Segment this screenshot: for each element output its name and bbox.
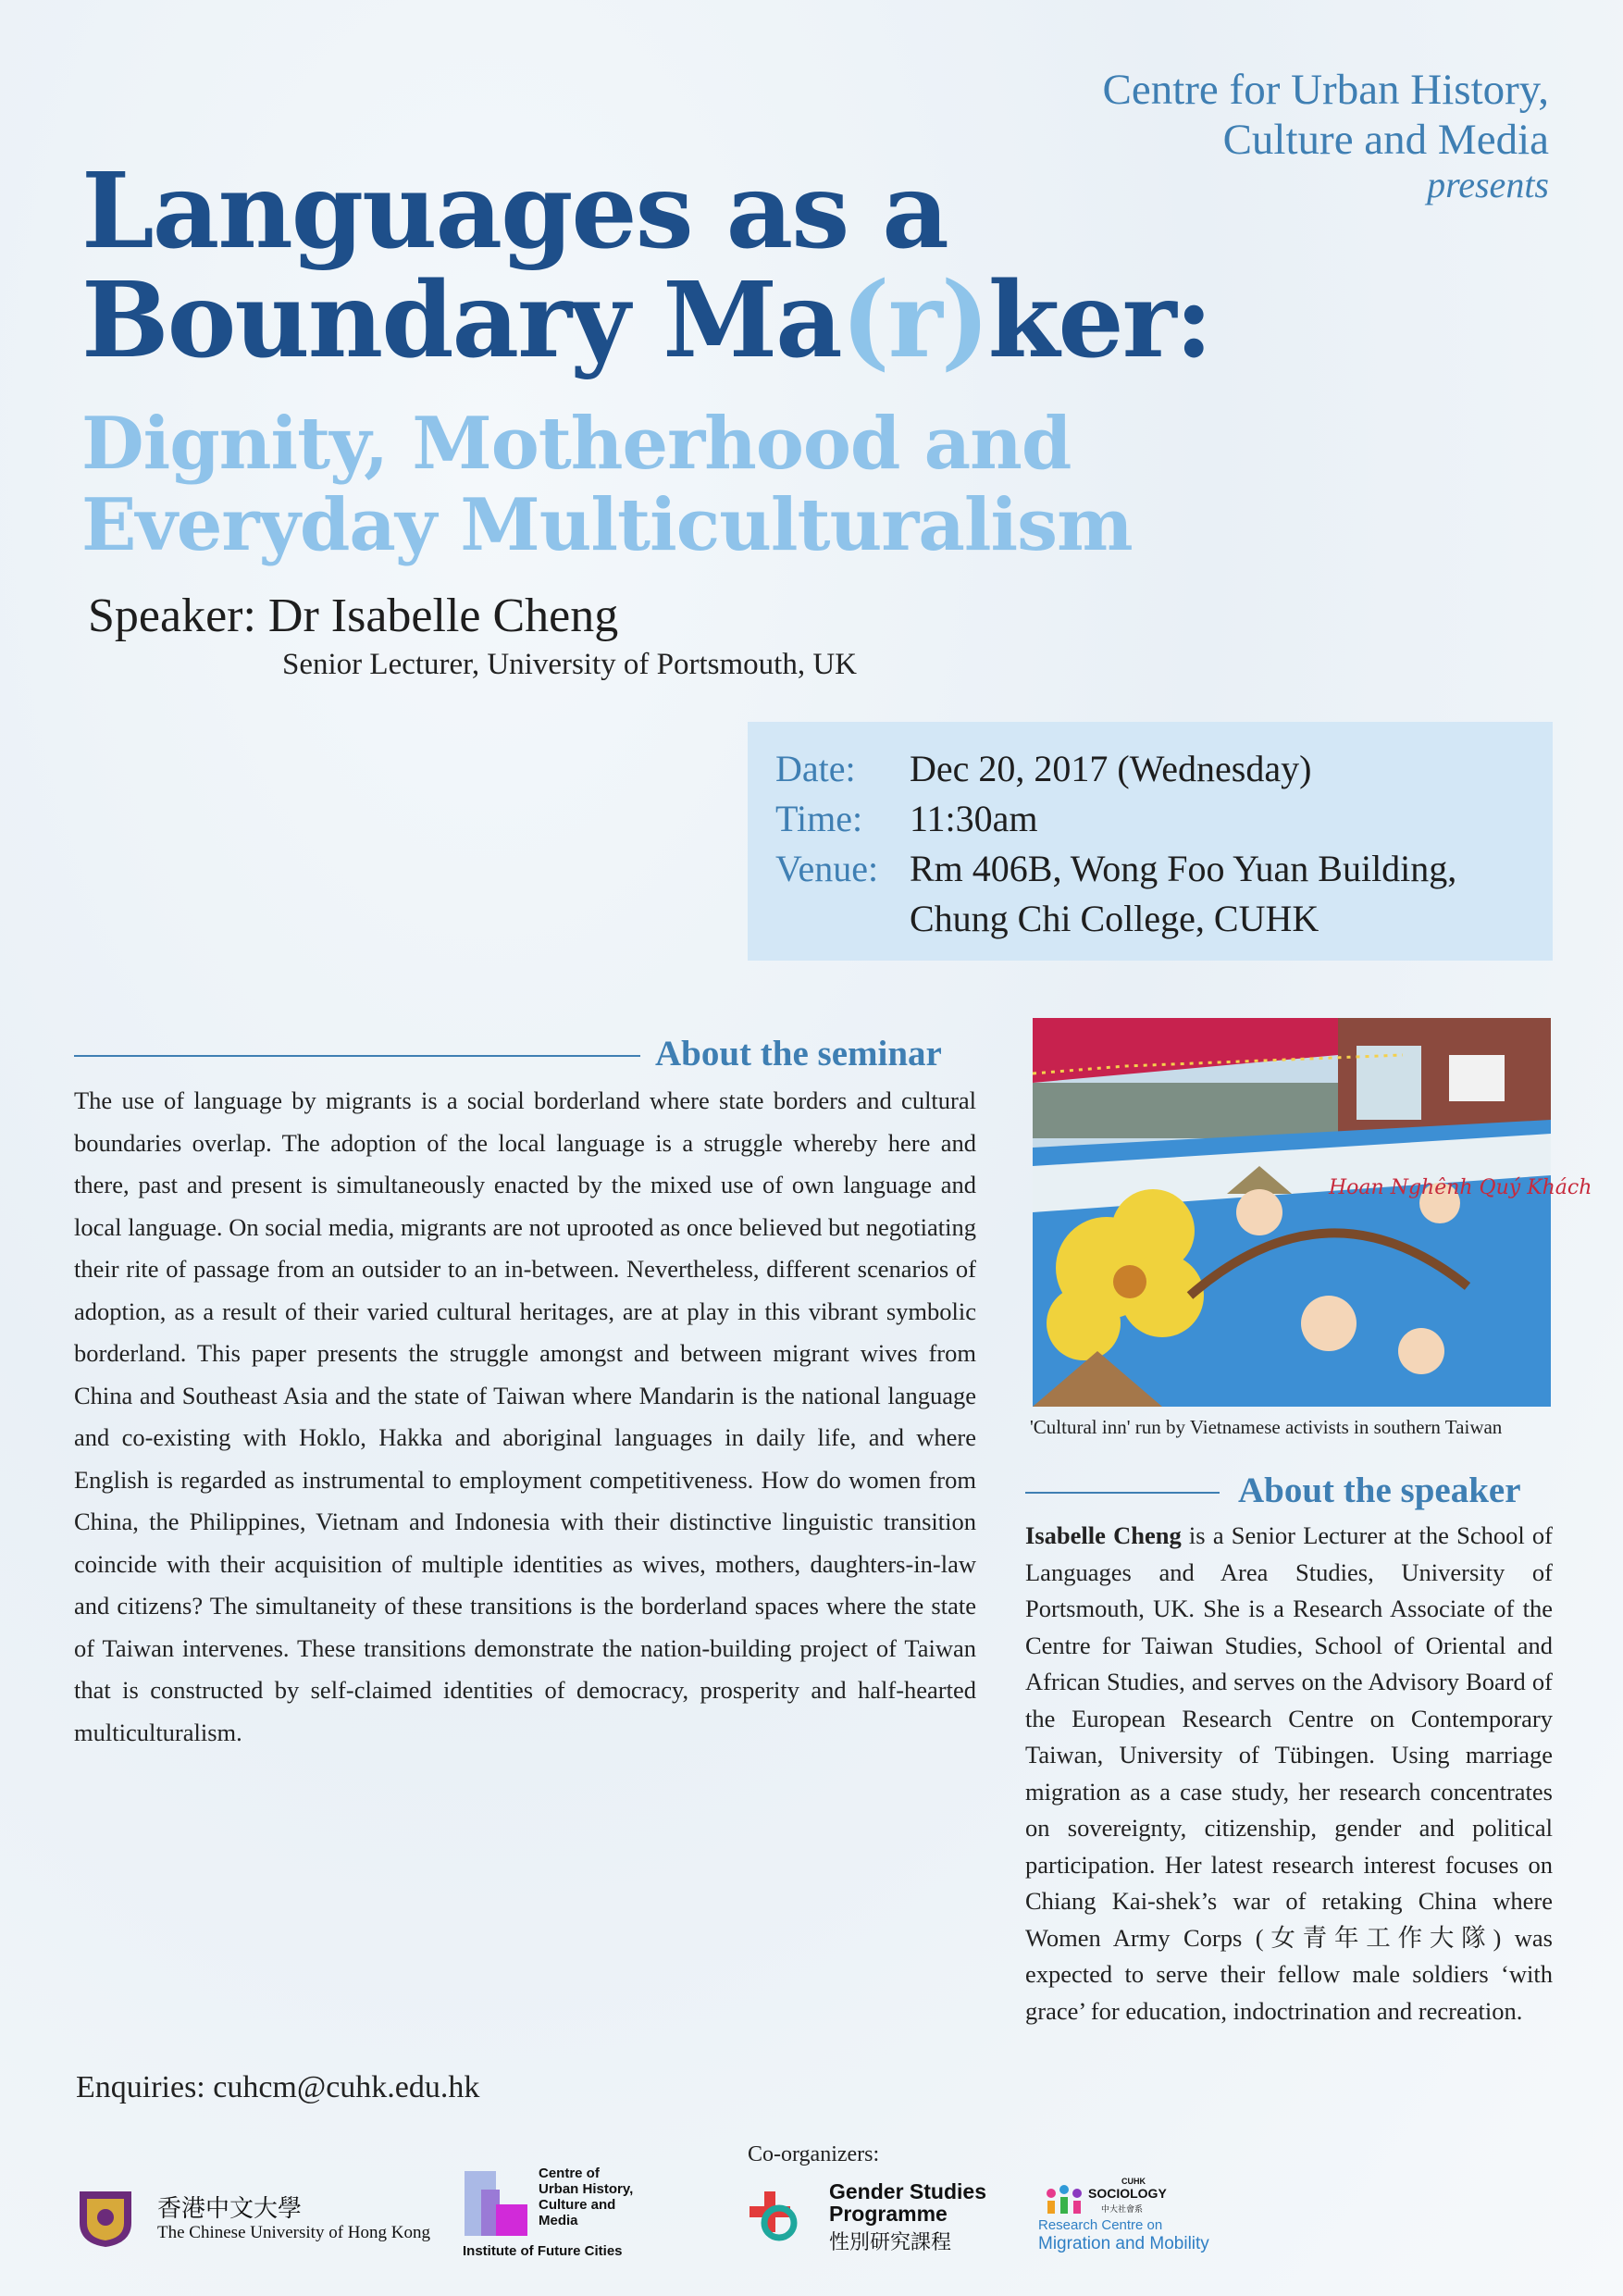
time-value: 11:30am	[910, 798, 1038, 839]
sociology-name: SOCIOLOGY	[1088, 2186, 1167, 2201]
cuhk-chinese-name: 香港中文大學	[157, 2195, 303, 2223]
cuhk-english-name: The Chinese University of Hong Kong	[157, 2223, 430, 2242]
speaker-bio-text: is a Senior Lecturer at the School of Languages and Area Studies, University of Portsmouth, UK. She is a Research Associate of the Centre for Taiwan Studies, School of Oriental and African Studies, and serves on the Advisory Board of the European Research Centre on Contemporary Taiwan, University of Tübingen. Using marriage migration as a case study, her research concentrates on sovereignty, citizenship, gender and political participation. Her latest research interest focuses on Chiang Kai-shek’s war of retaking China where Women Army Corps (女青年工作大隊) was expected to serve their fellow male soldiers ‘with grace’ for education, indoctrination and recreation.	[1025, 1521, 1554, 2025]
title-line1: Languages as a	[81, 151, 948, 272]
cuhcm-line1: Centre of	[539, 2166, 600, 2181]
cuhcm-mark-icon	[461, 2171, 535, 2245]
photo-caption: 'Cultural inn' run by Vietnamese activists in southern Taiwan	[1030, 1416, 1503, 1438]
speaker-heading-rule	[1025, 1492, 1220, 1494]
rcmm-line2: Migration and Mobility	[1038, 2234, 1209, 2253]
subtitle	[81, 403, 1133, 566]
gender-line2: Programme	[829, 2202, 948, 2226]
gender-studies-name	[829, 2180, 986, 2225]
enquiries: Enquiries: cuhcm@cuhk.edu.hk	[76, 2070, 480, 2104]
gender-studies-chinese: 性別研究課程	[829, 2231, 952, 2254]
cuhk-logo	[74, 2186, 430, 2251]
title-paren: (r)	[840, 260, 988, 381]
cuhcm-line2: Urban History,	[539, 2181, 634, 2197]
venue-row	[775, 844, 1456, 894]
sociology-logo	[1036, 2177, 1277, 2260]
speaker-name: Speaker: Dr Isabelle Cheng	[88, 590, 619, 642]
date-label: Date:	[775, 748, 856, 789]
cuhcm-logo	[461, 2166, 692, 2258]
cuhcm-line3: Culture and	[539, 2197, 616, 2213]
mural-text: Hoan Nghênh Quý Khách	[1329, 1176, 1592, 1199]
speaker-bio	[1025, 1518, 1553, 2029]
venue-value-line2: Chung Chi College, CUHK	[910, 898, 1319, 939]
sociology-people-icon	[1044, 2182, 1084, 2215]
date-value: Dec 20, 2017 (Wednesday)	[910, 748, 1312, 789]
speaker-affiliation: Senior Lecturer, University of Portsmouth, UK	[282, 648, 857, 681]
venue-value-line1: Rm 406B, Wong Foo Yuan Building,	[910, 848, 1457, 889]
iofc-name: Institute of Future Cities	[463, 2243, 623, 2259]
rcmm-line1: Research Centre on	[1038, 2217, 1163, 2233]
subtitle-line1: Dignity, Motherhood and	[81, 402, 1072, 486]
seminar-heading: About the seminar	[655, 1034, 942, 1074]
main-title	[81, 151, 1211, 381]
coorganizers-label: Co-organizers:	[748, 2142, 880, 2166]
gender-studies-icon	[740, 2186, 799, 2245]
seminar-heading-rule	[74, 1055, 640, 1057]
speaker-heading: About the speaker	[1238, 1471, 1521, 1510]
presenter-line2: Culture and Media	[1222, 116, 1549, 164]
title-line2	[81, 260, 1211, 381]
mural-illustration	[1033, 1018, 1592, 1407]
sociology-cuhk: CUHK	[1121, 2177, 1146, 2186]
title-line2-start: Boundary Ma	[81, 260, 841, 381]
cuhk-crest-icon	[74, 2186, 137, 2249]
cuhcm-name	[539, 2166, 633, 2228]
date-row	[775, 744, 1311, 794]
cuhcm-line4: Media	[539, 2213, 578, 2228]
event-info-box	[748, 722, 1553, 961]
time-label: Time:	[775, 798, 863, 839]
time-row	[775, 794, 1038, 844]
cultural-inn-photo	[1033, 1018, 1592, 1407]
sociology-chinese: 中大社會系	[1101, 2205, 1144, 2215]
seminar-text: The use of language by migrants is a social borderland where state borders and cultural boundaries overlap. The adoption of the local language is a struggle whereby here and there, past and present is simultaneously enacted by the mixed use of own language and local language. On social media, migrants are not uprooted as once believed but negotiating their rite of passage from an outsider to an in-between. Nevertheless, different scenarios of adoption, as a result of their varied cultural heritages, are at play in this vibrant symbolic borderland. This paper presents the struggle amongst and between migrant wives from China and Southeast Asia and the state of Taiwan where Mandarin is the national language and co-existing with Hoklo, Hakka and aboriginal languages in daily life, and where English is regarded as instrumental to employment competitiveness. How do women from China, the Philippines, Vietnam and Indonesia with their distinctive linguistic transition coincide with their acquisition of multiple identities as wives, mothers, daughters-in-law and citizens? The simultaneity of these transitions is the borderland spaces where the state of Taiwan intervenes. These transitions demonstrate the nation-building project of Taiwan that is constructed by self-claimed identities of democracy, prosperity and half-hearted multiculturalism.	[74, 1086, 976, 1746]
gender-studies-logo	[740, 2180, 1018, 2254]
gender-line1: Gender Studies	[829, 2179, 986, 2203]
title-line2-end: ker:	[987, 260, 1211, 381]
presenter-line1: Centre for Urban History,	[1102, 66, 1549, 114]
presents-label: presents	[1427, 164, 1549, 205]
subtitle-line2: Everyday Multiculturalism	[81, 483, 1133, 567]
speaker-bio-name: Isabelle Cheng	[1025, 1521, 1182, 1549]
venue-row-2	[910, 894, 1319, 944]
venue-label: Venue:	[775, 848, 879, 889]
